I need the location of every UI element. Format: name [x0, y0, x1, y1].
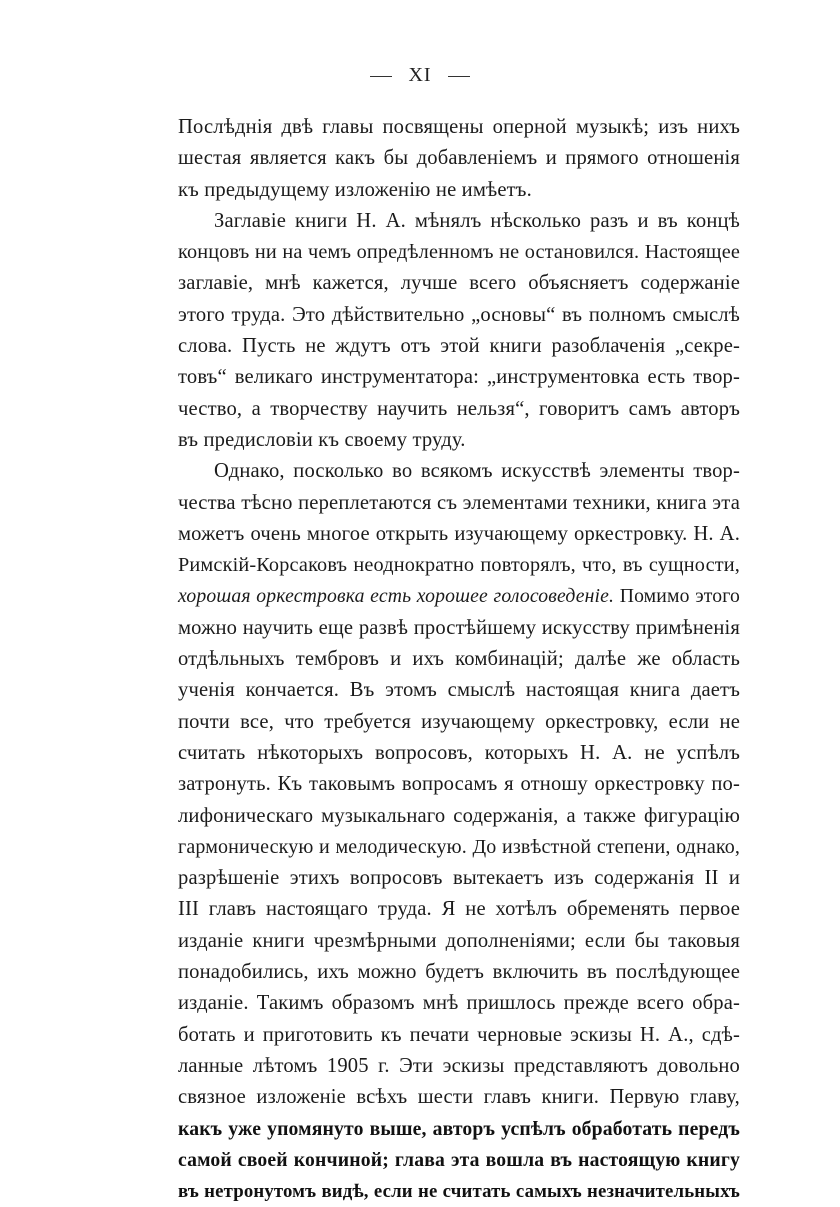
- text-line: шестая является какъ бы добавленіемъ и прямого отношенія: [178, 147, 740, 170]
- text-line: слова. Пусть не ждутъ отъ этой книги разоблаченія „секре-: [178, 335, 740, 358]
- text-line: въ нетронутомъ видѣ, если не считать самыхъ незначительныхъ: [178, 1181, 740, 1203]
- page-number: XI: [408, 64, 432, 86]
- text-line: III главъ настоящаго труда. Я не хотѣлъ обременять первое: [178, 898, 740, 921]
- text-line: заглавіе, мнѣ кажется, лучше всего объясняетъ содержаніе: [178, 272, 740, 295]
- italic-phrase: хорошая оркестровка есть хорошее голосоведеніе.: [178, 585, 615, 608]
- text-line: изданіе. Такимъ образомъ мнѣ пришлось прежде всего обра-: [178, 992, 740, 1015]
- text-line: въ предисловіи къ своему труду.: [178, 428, 466, 451]
- text-line: чество, а творчеству научить нельзя“, говоритъ самъ авторъ: [178, 397, 740, 420]
- text-line: чества тѣсно переплетаются съ элементами техники, книга эта: [178, 491, 740, 514]
- text-line: самой своей кончиной; глава эта вошла въ настоящую книгу: [178, 1148, 740, 1171]
- text-line: затронуть. Къ таковымъ вопросамъ я отношу оркестровку по-: [178, 773, 740, 796]
- text-line: отдѣльныхъ тембровъ и ихъ комбинацій; далѣе же область: [178, 648, 740, 671]
- text-line: понадобились, ихъ можно будетъ включить въ послѣдующее: [178, 961, 740, 984]
- text-line-italic: [178, 581, 740, 612]
- text-line: какъ уже упомянуто выше, авторъ успѣлъ обработать передъ: [178, 1117, 740, 1140]
- header-dash-left: [370, 76, 392, 77]
- text-line: Римскій-Корсаковъ неоднократно повторялъ, что, въ сущности,: [178, 554, 740, 577]
- text-line: ученія кончается. Въ этомъ смыслѣ настоящая книга даетъ: [178, 679, 740, 702]
- body-text: [178, 112, 740, 1207]
- text-line: Послѣднія двѣ главы посвящены оперной музыкѣ; изъ нихъ: [178, 116, 740, 138]
- text-line: ботать и приготовить къ печати черновые эскизы Н. А., сдѣ-: [178, 1023, 740, 1046]
- text-fragment: Помимо этого: [614, 585, 741, 608]
- text-line: связное изложеніе всѣхъ шести главъ книги. Первую главу,: [178, 1086, 740, 1109]
- text-line: этого труда. Это дѣйствительно „основы“ въ полномъ смыслѣ: [178, 303, 740, 326]
- text-line: считать нѣкоторыхъ вопросовъ, которыхъ Н. А. не успѣлъ: [178, 741, 740, 764]
- text-line: можетъ очень многое открыть изучающему оркестровку. Н. А.: [178, 522, 740, 545]
- header-dash-right: [448, 76, 470, 77]
- text-line: къ предыдущему изложенію не имѣетъ.: [178, 178, 532, 201]
- page-header: [0, 64, 840, 87]
- text-line: почти все, что требуется изучающему оркестровку, если не: [178, 710, 740, 733]
- text-line: разрѣшеніе этихъ вопросовъ вытекаетъ изъ содержанія II и: [178, 867, 740, 890]
- text-line: концовъ ни на чемъ опредѣленномъ не остановился. Настоящее: [178, 241, 740, 264]
- text-line: товъ“ великаго инструментатора: „инструментовка есть твор-: [178, 366, 740, 389]
- text-line: изданіе книги чрезмѣрными дополненіями; если бы таковыя: [178, 929, 740, 952]
- text-line: гармоническую и мелодическую. До извѣстной степени, однако,: [178, 835, 740, 858]
- text-line: лифоническаго музыкальнаго содержанія, а также фигурацію: [178, 804, 740, 827]
- text-line: ланные лѣтомъ 1905 г. Эти эскизы представляютъ довольно: [178, 1054, 740, 1077]
- text-line: Заглавіе книги Н. А. мѣнялъ нѣсколько разъ и въ концѣ: [214, 209, 740, 232]
- text-line: Однако, посколько во всякомъ искусствѣ элементы твор-: [214, 460, 740, 483]
- text-line: можно научить еще развѣ простѣйшему искусству примѣненія: [178, 616, 740, 639]
